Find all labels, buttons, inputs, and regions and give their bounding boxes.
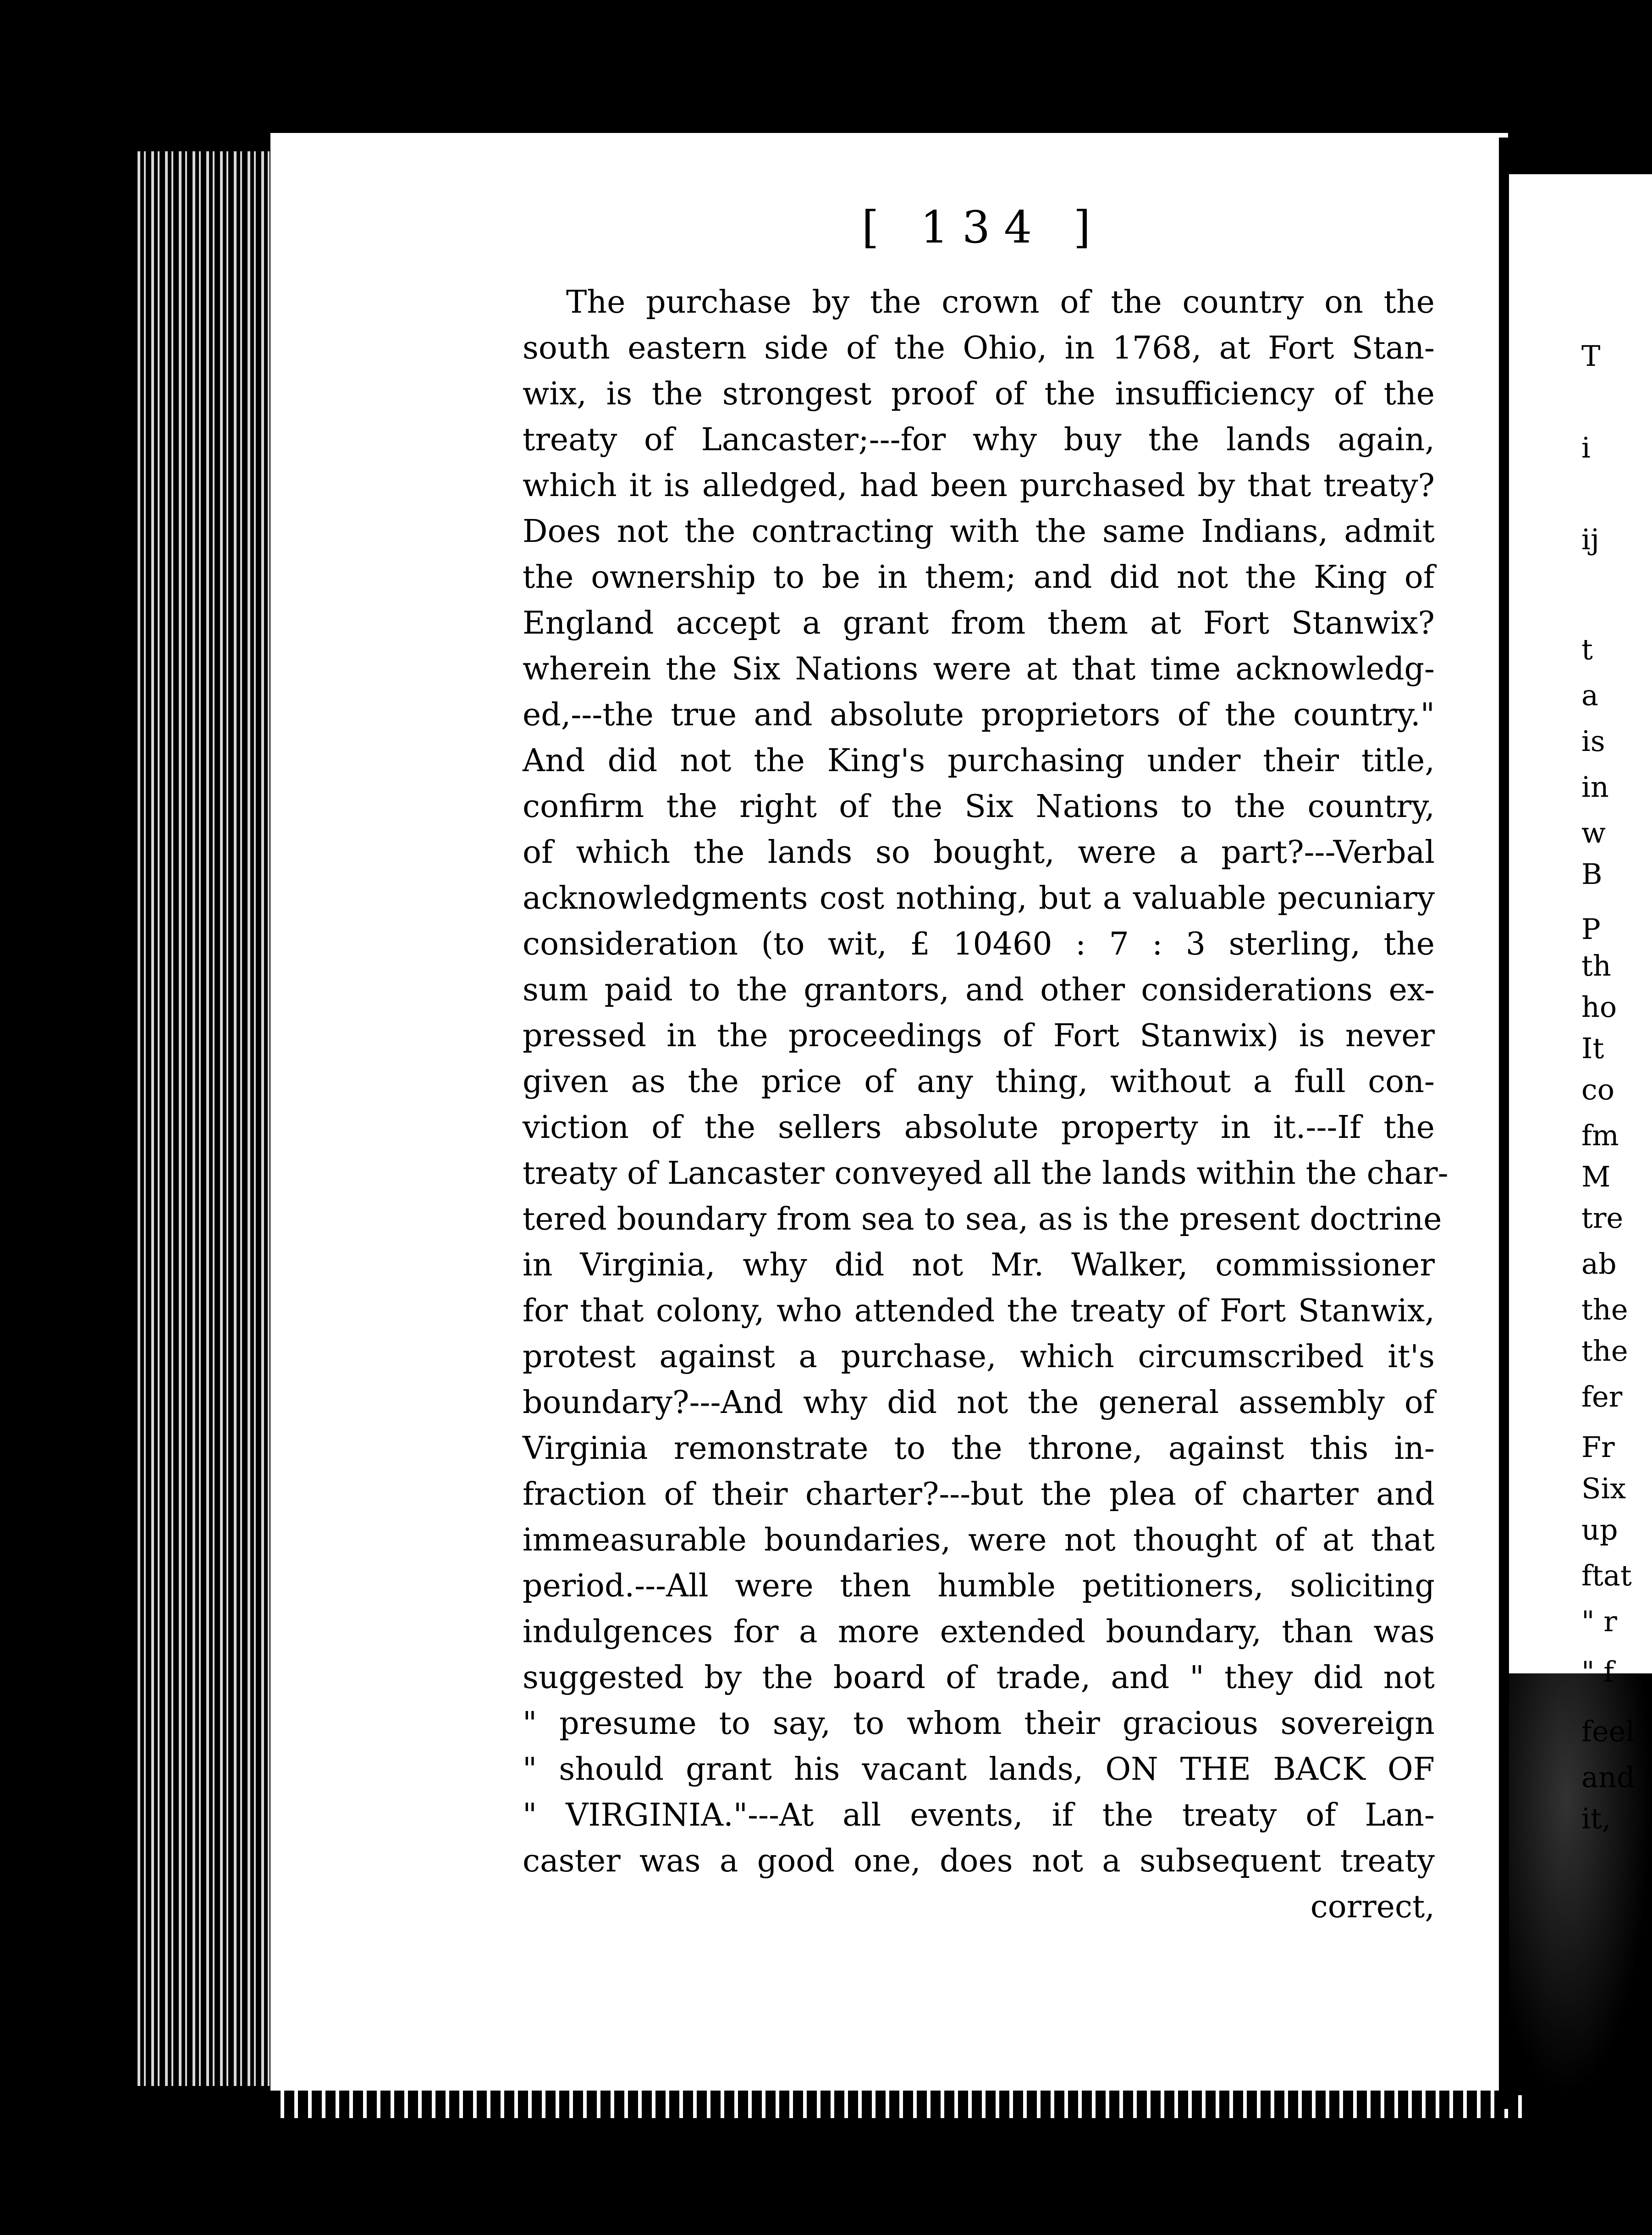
text-line: " should grant his vacant lands, ON THE BACK OF — [523, 1751, 1435, 1788]
text-line: viction of the sellers absolute property in it.---If the — [523, 1109, 1435, 1146]
text-line: south eastern side of the Ohio, in 1768, at Fort Stan- — [523, 330, 1435, 366]
facing-page-fragment: fer — [1581, 1380, 1623, 1413]
facing-page-fragment: ab — [1581, 1247, 1617, 1280]
text-line: tered boundary from sea to sea, as is the present doctrine — [523, 1201, 1442, 1237]
text-line: boundary?---And why did not the general assembly of — [523, 1385, 1435, 1421]
facing-page-fragment: co — [1581, 1073, 1615, 1106]
text-line: in Virginia, why did not Mr. Walker, commissioner — [523, 1247, 1435, 1283]
facing-page-fragment: it, — [1581, 1802, 1611, 1835]
facing-page-fragment: feel — [1581, 1715, 1635, 1748]
facing-page-fragment: " f — [1581, 1655, 1614, 1689]
text-line: sum paid to the grantors, and other considerations ex- — [523, 972, 1435, 1008]
text-line: England accept a grant from them at Fort Stanwix? — [523, 605, 1435, 641]
facing-page-fragment: th — [1581, 949, 1611, 982]
facing-page-fragment: the — [1581, 1334, 1628, 1368]
facing-page-fragment: is — [1581, 724, 1605, 758]
text-line: pressed in the proceedings of Fort Stanwix) is never — [523, 1018, 1435, 1054]
facing-page — [1509, 174, 1652, 1916]
body-text — [523, 280, 1448, 1930]
facing-page-fragment: B — [1581, 857, 1602, 891]
text-line: which it is alledged, had been purchased by that treaty? — [523, 468, 1435, 504]
text-line: treaty of Lancaster conveyed all the lands within the char- — [523, 1155, 1448, 1192]
text-line: indulgences for a more extended boundary, than was — [523, 1614, 1435, 1650]
text-line: period.---All were then humble petitioners, soliciting — [523, 1568, 1435, 1604]
text-line: protest against a purchase, which circumscribed it's — [523, 1339, 1435, 1375]
facing-page-fragment: ij — [1581, 523, 1600, 556]
text-line: consideration (to wit, £ 10460 : 7 : 3 sterling, the — [523, 926, 1435, 962]
text-line: acknowledgments cost nothing, but a valuable pecuniary — [523, 880, 1435, 916]
text-line: Virginia remonstrate to the throne, against this in- — [523, 1430, 1435, 1467]
facing-page-fragment: up — [1581, 1513, 1618, 1546]
text-line: And did not the King's purchasing under their title, — [523, 743, 1435, 779]
facing-page-fragment: It — [1581, 1032, 1604, 1065]
text-line: suggested by the board of trade, and " they did not — [523, 1660, 1435, 1696]
facing-page-fragment: ho — [1581, 990, 1617, 1024]
text-line: immeasurable boundaries, were not thought of at that — [523, 1522, 1435, 1558]
facing-page-fragment: " r — [1581, 1605, 1617, 1638]
facing-page-fragment: Fr — [1581, 1430, 1615, 1464]
page-bottom-edge — [270, 2091, 1526, 2118]
text-line: correct, — [1310, 1889, 1435, 1925]
text-line: ed,---the true and absolute proprietors of the country." — [523, 697, 1435, 733]
text-line: the ownership to be in them; and did not the King of — [523, 559, 1435, 596]
text-line: of which the lands so bought, were a part?---Verbal — [523, 834, 1435, 871]
book-gutter — [1499, 138, 1509, 2109]
facing-page-fragment: tre — [1581, 1201, 1624, 1235]
text-line: wherein the Six Nations were at that time acknowledg- — [523, 651, 1435, 687]
text-line: " VIRGINIA."---At all events, if the treaty of Lan- — [523, 1797, 1435, 1833]
text-line: caster was a good one, does not a subsequent treaty — [523, 1843, 1435, 1879]
facing-page-fragment: t — [1581, 633, 1593, 666]
facing-page-fragment: in — [1581, 770, 1609, 804]
facing-page-fragment: ftat — [1581, 1559, 1632, 1592]
facing-page-fragment: Six — [1581, 1472, 1626, 1505]
facing-page-fragment: M — [1581, 1160, 1611, 1193]
page-number: [ 134 ] — [862, 202, 1105, 253]
facing-page-fragment: the — [1581, 1293, 1628, 1326]
text-line: The purchase by the crown of the country on the — [566, 284, 1435, 320]
facing-page-fragment: and — [1581, 1760, 1635, 1794]
text-line: wix, is the strongest proof of the insufficiency of the — [523, 376, 1435, 412]
text-line: fraction of their charter?---but the plea of charter and — [523, 1476, 1435, 1512]
facing-page-fragment: a — [1581, 679, 1598, 712]
text-line: treaty of Lancaster;---for why buy the lands again, — [523, 422, 1435, 458]
text-line: Does not the contracting with the same Indians, admit — [523, 513, 1435, 550]
text-line: for that colony, who attended the treaty of Fort Stanwix, — [523, 1293, 1435, 1329]
facing-page-fragment: i — [1581, 431, 1591, 464]
text-line: " presume to say, to whom their gracious sovereign — [523, 1705, 1435, 1742]
facing-page-fragment: P — [1581, 912, 1601, 946]
text-line: confirm the right of the Six Nations to the country, — [523, 789, 1435, 825]
text-line: given as the price of any thing, without a full con- — [523, 1064, 1435, 1100]
facing-page-fragment: T — [1581, 339, 1601, 373]
facing-page-fragment: fm — [1581, 1119, 1619, 1152]
book-page-edges — [138, 151, 289, 2086]
facing-page-fragment: w — [1581, 816, 1606, 850]
